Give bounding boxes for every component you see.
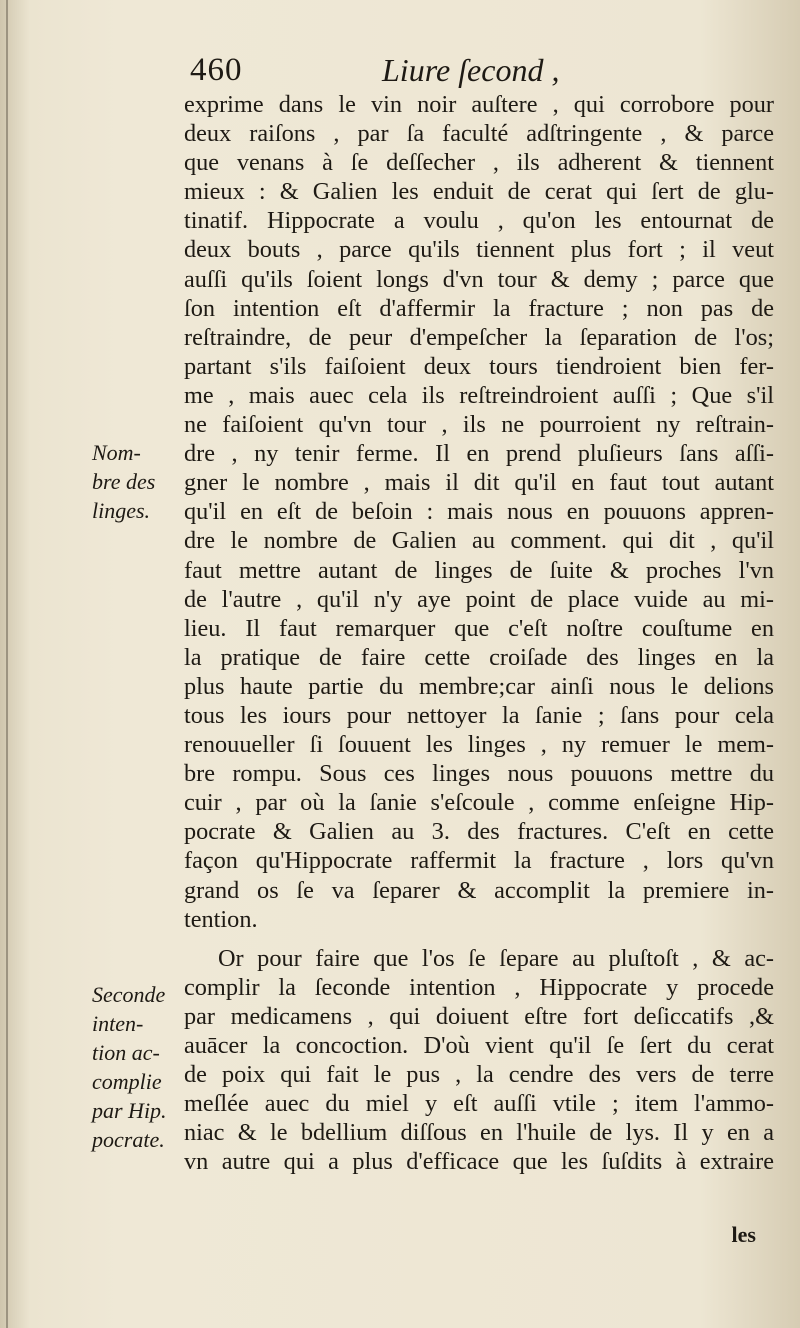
text-line: façon qu'Hippocrate raffermit la fracture , lors qu'vn: [184, 847, 774, 875]
binding-edge: [6, 0, 8, 1328]
margin-note-linges: [92, 438, 180, 525]
text-line: tinatif. Hippocrate a voulu , qu'on les entournat de: [184, 207, 774, 235]
text-line: complir la ſeconde intention , Hippocrate y procede: [184, 973, 774, 1001]
text-line: mieux : & Galien les enduit de cerat qui ſert de glu-: [184, 178, 774, 206]
text-line: pocrate & Galien au 3. des fractures. C'eſt en cette: [184, 818, 774, 846]
text-line: renouueller ſi ſouuent les linges , ny remuer le mem-: [184, 731, 774, 759]
text-line: exprime dans le vin noir auſtere , qui corrobore pour: [184, 91, 774, 118]
text-line: de poix qui fait le pus , la cendre des vers de terre: [184, 1061, 774, 1089]
margin-note-line: par Hip.: [92, 1098, 167, 1123]
text-line: la pratique de faire cette croiſade des linges en la: [184, 643, 774, 671]
margin-note-line: pocrate.: [92, 1127, 165, 1152]
text-line: meſlée auec du miel y eſt auſſi vtile ; item l'ammo-: [184, 1090, 774, 1118]
margin-note-line: Seconde: [92, 982, 166, 1007]
text-line: vn autre qui a plus d'efficace que les ſuſdits à extraire: [184, 1148, 774, 1176]
text-line: ne faiſoient qu'vn tour , ils ne pourroient ny reſtrain-: [184, 411, 774, 439]
margin-note-line: tion ac-: [92, 1040, 160, 1065]
margin-note-line: complie: [92, 1069, 162, 1094]
text-line: deux bouts , parce qu'ils tiennent plus fort ; il veut: [184, 236, 774, 264]
text-line: niac & le bdellium diſſous en l'huile de lys. Il y en a: [184, 1119, 774, 1147]
margin-note-line: inten-: [92, 1011, 144, 1036]
text-line: que venans à ſe deſſecher , ils adherent & tiennent: [184, 149, 774, 177]
running-title: Liure ſecond ,: [382, 52, 560, 88]
text-line: ſon intention eſt d'affermir la fracture ; non pas de: [184, 294, 774, 322]
margin-note-line: Nom-: [92, 440, 141, 465]
text-line: Or pour faire que l'os ſe ſepare au pluſtoſt , & ac-: [218, 944, 774, 972]
page-number: 460: [190, 52, 243, 88]
text-line: bre rompu. Sous ces linges nous pouuons mettre du: [184, 760, 774, 788]
paragraph-gap: [184, 934, 774, 944]
catchword: les: [731, 1222, 756, 1247]
text-line: tous les iours pour nettoyer la ſanie ; ſans pour cela: [184, 701, 774, 729]
text-line: lieu. Il faut remarquer que c'eſt noſtre couſtume en: [184, 614, 774, 642]
body-text: [184, 90, 774, 1176]
text-line: dre le nombre de Galien au comment. qui dit , qu'il: [184, 527, 774, 555]
text-line: partant s'ils faiſoient deux tours tiendroient bien fer-: [184, 352, 774, 380]
text-line: grand os ſe va ſeparer & accomplit la premiere in-: [184, 876, 774, 904]
text-line: dre , ny tenir ferme. Il en prend pluſieurs ſans aſſi-: [184, 440, 774, 468]
margin-note-line: linges.: [92, 498, 151, 523]
margin-note-seconde-intention: [92, 980, 180, 1154]
text-line: faut mettre autant de linges de ſuite & proches l'vn: [184, 556, 774, 584]
text-line: de l'autre , qu'il n'y aye point de place vuide au mi-: [184, 585, 774, 613]
text-line: plus haute partie du membre;car ainſi nous le delions: [184, 672, 774, 700]
text-line: cuir , par où la ſanie s'eſcoule , comme enſeigne Hip-: [184, 789, 774, 817]
text-line: me , mais auec cela ils reſtreindroient auſſi ; Que s'il: [184, 381, 774, 409]
text-line: qu'il en eſt de beſoin : mais nous en pouuons appren-: [184, 498, 774, 526]
text-line: gner le nombre , mais il dit qu'il en faut tout autant: [184, 469, 774, 497]
margin-note-line: bre des: [92, 469, 156, 494]
text-line: reſtraindre, de peur d'empeſcher la ſeparation de l'os;: [184, 323, 774, 351]
text-line: deux raiſons , par ſa faculté adſtringente , & parce: [184, 120, 774, 148]
text-line: tention.: [184, 905, 258, 933]
text-line: auācer la concoction. D'où vient qu'il ſe ſert du cerat: [184, 1032, 774, 1059]
text-line: par medicamens , qui doiuent eſtre fort deſiccatifs ,&: [184, 1002, 774, 1030]
text-line: auſſi qu'ils ſoient longs d'vn tour & demy ; parce que: [184, 265, 774, 293]
